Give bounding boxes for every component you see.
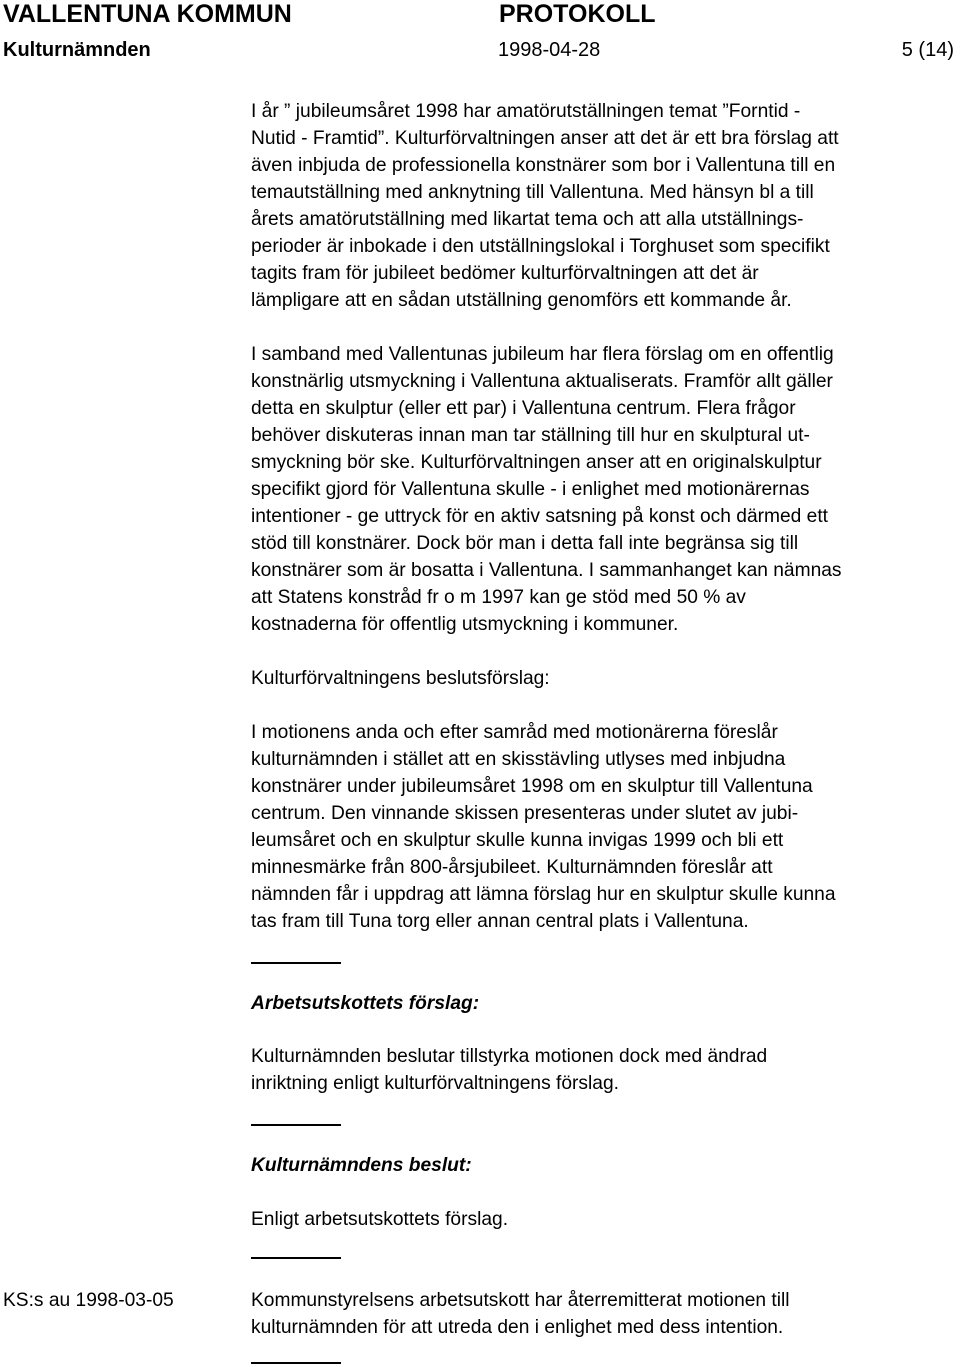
text-line: tagits fram för jubileet bedömer kulturförvaltningen att det är — [251, 263, 759, 284]
section-divider — [251, 962, 341, 964]
text-line: konstnärer under jubileumsåret 1998 om en skulptur till Vallentuna — [251, 776, 813, 797]
text-line: I motionens anda och efter samråd med motionärerna föreslår — [251, 722, 778, 743]
paragraph-committee-proposal — [251, 1043, 957, 1097]
text-line: minnesmärke från 800-årsjubileet. Kulturnämnden föreslår att — [251, 857, 773, 878]
text-line: konstnärer som är bosatta i Vallentuna. I sammanhanget kan nämnas — [251, 560, 842, 581]
text-line: temautställning med anknytning till Vallentuna. Med hänsyn bl a till — [251, 182, 814, 203]
proposal-heading: Kulturförvaltningens beslutsförslag: — [251, 668, 550, 689]
text-line: kulturnämnden för att utreda den i enlighet med dess intention. — [251, 1317, 784, 1338]
text-line: inriktning enligt kulturförvaltningens förslag. — [251, 1073, 619, 1094]
text-line: smyckning bör ske. Kulturförvaltningen anser att en originalskulptur — [251, 452, 822, 473]
text-line: att Statens konstråd fr o m 1997 kan ge stöd med 50 % av — [251, 587, 746, 608]
text-line: behöver diskuteras innan man tar ställning till hur en skulptural ut- — [251, 425, 810, 446]
paragraph-decision — [251, 1206, 957, 1233]
text-line: även inbjuda de professionella konstnärer som bor i Vallentuna till en — [251, 155, 836, 176]
page-number: 5 (14) — [901, 39, 954, 61]
paragraph-exhibition — [251, 98, 957, 314]
text-line: kostnaderna för offentlig utsmyckning i kommuner. — [251, 614, 679, 635]
text-line: detta en skulptur (eller ett par) i Vallentuna centrum. Flera frågor — [251, 398, 796, 419]
decision-heading: Kulturnämndens beslut: — [251, 1155, 472, 1176]
text-line: stöd till konstnärer. Dock bör man i detta fall inte begränsa sig till — [251, 533, 799, 554]
text-line: intentioner - ge uttryck för en aktiv satsning på konst och därmed ett — [251, 506, 828, 527]
text-line: Kulturnämnden beslutar tillstyrka motionen dock med ändrad — [251, 1046, 768, 1067]
text-line: lämpligare att en sådan utställning genomförs ett kommande år. — [251, 290, 792, 311]
text-line: specifikt gjord för Vallentuna skulle - i enlighet med motionärernas — [251, 479, 810, 500]
text-line: I år ” jubileumsåret 1998 har amatörutställningen temat ”Forntid - — [251, 101, 801, 122]
committee-name: Kulturnämnden — [3, 39, 151, 61]
paragraph-referral — [251, 1287, 957, 1341]
text-line: Kommunstyrelsens arbetsutskott har återremitterat motionen till — [251, 1290, 790, 1311]
section-divider — [251, 1124, 341, 1126]
meeting-date: 1998-04-28 — [498, 39, 601, 61]
text-line: tas fram till Tuna torg eller annan central plats i Vallentuna. — [251, 911, 749, 932]
paragraph-sculpture — [251, 341, 957, 638]
organization-name: VALLENTUNA KOMMUN — [3, 0, 292, 28]
text-line: nämnden får i uppdrag att lämna förslag hur en skulptur skulle kunna — [251, 884, 836, 905]
text-line: leumsåret och en skulptur skulle kunna invigas 1999 och bli ett — [251, 830, 784, 851]
text-line: perioder är inbokade i den utställningslokal i Torghuset som specifikt — [251, 236, 830, 257]
text-line: Nutid - Framtid”. Kulturförvaltningen anser att det är ett bra förslag att — [251, 128, 839, 149]
text-line: Enligt arbetsutskottets förslag. — [251, 1209, 509, 1230]
text-line: konstnärlig utsmyckning i Vallentuna aktualiserats. Framför allt gäller — [251, 371, 833, 392]
margin-reference: KS:s au 1998-03-05 — [3, 1290, 174, 1311]
text-line: kulturnämnden i stället att en skisstävling utlyses med inbjudna — [251, 749, 786, 770]
section-divider — [251, 1362, 341, 1364]
committee-proposal-heading: Arbetsutskottets förslag: — [251, 993, 480, 1014]
section-divider — [251, 1257, 341, 1259]
text-line: årets amatörutställning med likartat tema och att alla utställnings- — [251, 209, 804, 230]
document-type: PROTOKOLL — [499, 0, 656, 28]
paragraph-proposal — [251, 719, 957, 935]
text-line: I samband med Vallentunas jubileum har flera förslag om en offentlig — [251, 344, 834, 365]
text-line: centrum. Den vinnande skissen presenteras under slutet av jubi- — [251, 803, 799, 824]
